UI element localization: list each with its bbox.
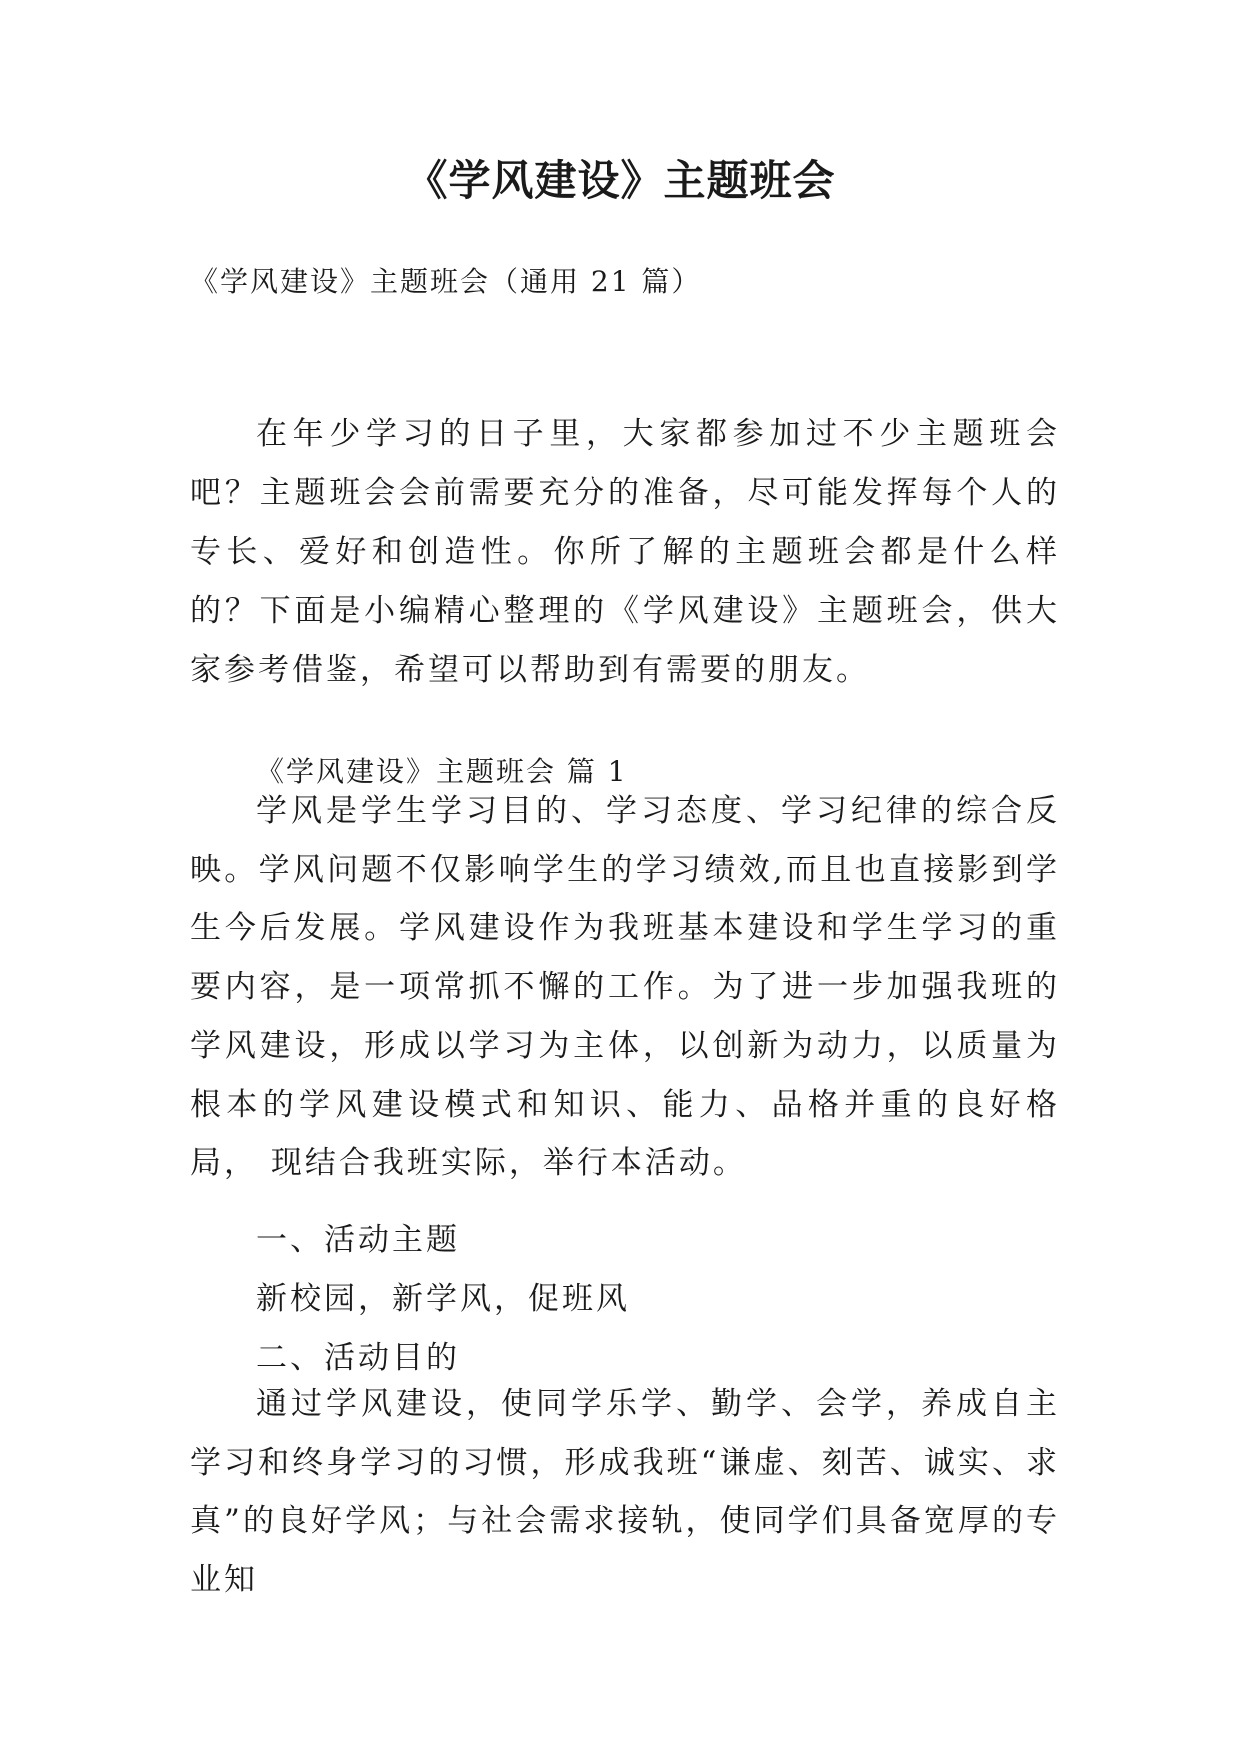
section-heading: 《学风建设》主题班会 篇 1 — [256, 755, 628, 788]
intro-paragraph: 在年少学习的日子里，大家都参加过不少主题班会吧？主题班会会前需要充分的准备，尽可能发挥每个人的专长、爱好和创造性。你所了解的主题班会都是什么样的？下面是小编精心整理的《学风建设》主题班会，供大家参考借鉴，希望可以帮助到有需要的朋友。 — [190, 416, 1060, 688]
heading-activity-purpose: 二、活动目的 — [256, 1340, 460, 1376]
activity-purpose-paragraph: 通过学风建设，使同学乐学、勤学、会学，养成自主学习和终身学习的习惯，形成我班“谦虚、刻苦、诚实、求真”的良好学风；与社会需求接轨，使同学们具备宽厚的专业知 — [190, 1386, 1060, 1599]
document-title: 《学风建设》主题班会 — [405, 156, 836, 205]
heading-activity-theme: 一、活动主题 — [256, 1222, 460, 1258]
document-subtitle: 《学风建设》主题班会（通用 21 篇） — [190, 265, 702, 298]
section-body-paragraph: 学风是学生学习目的、学习态度、学习纪律的综合反映。学风问题不仅影响学生的学习绩效,而且也直接影到学生今后发展。学风建设作为我班基本建设和学生学习的重要内容，是一项常抓不懈的工作。为了进一步加强我班的学风建设，形成以学习为主体，以创新为动力，以质量为根本的学风建设模式和知识、能力、品格并重的良好格局， 现结合我班实际，举行本活动。 — [190, 793, 1060, 1182]
activity-theme-text: 新校园，新学风，促班风 — [256, 1281, 630, 1317]
